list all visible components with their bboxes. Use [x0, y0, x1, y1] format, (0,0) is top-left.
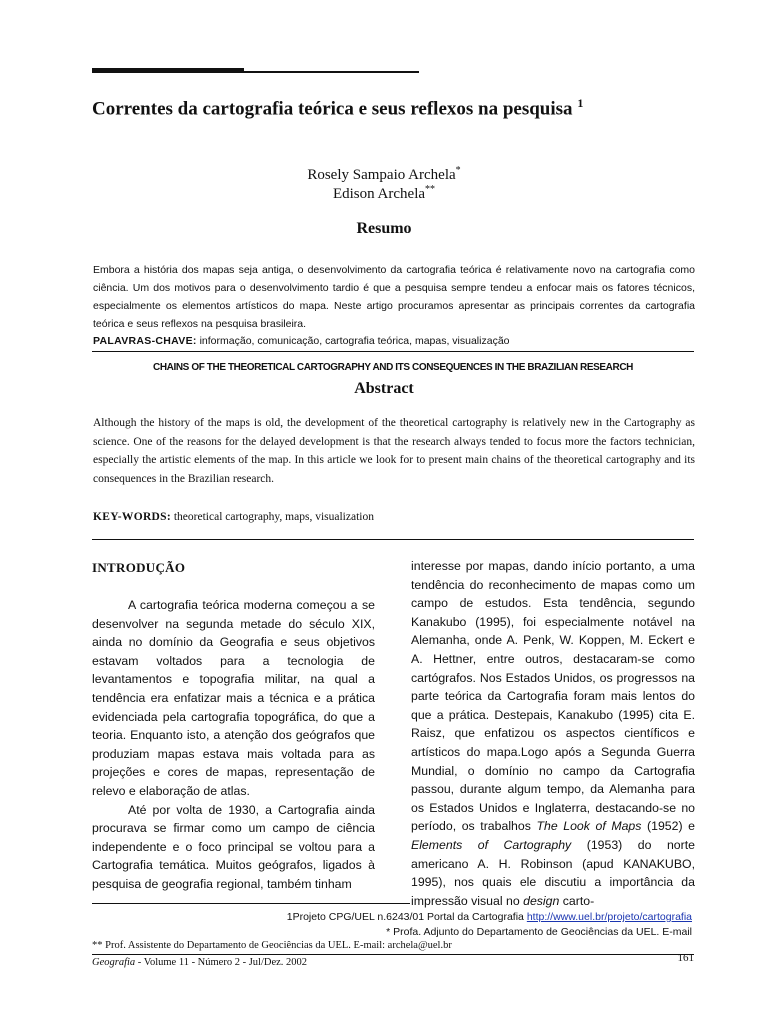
intro-heading: INTRODUÇÃO — [92, 560, 186, 575]
right-text-d: carto- — [562, 893, 595, 908]
divider-resumo — [92, 351, 694, 352]
paper-title — [92, 96, 692, 120]
header-rule-thick — [92, 68, 244, 73]
book-title-look-of-maps: The Look of Maps — [536, 819, 642, 834]
author-1-name: Rosely Sampaio Archela — [307, 167, 456, 183]
palavras-chave-values: informação, comunicação, cartografia teórica, mapas, visualização — [199, 335, 510, 347]
journal-issue: - Volume 11 - Número 2 - Jul/Dez. 2002 — [137, 957, 308, 968]
author-1-mark: * — [455, 165, 461, 176]
author-1 — [0, 165, 768, 184]
right-text-b: (1952) e — [647, 819, 695, 834]
footnote-1 — [92, 911, 692, 923]
abstract-keywords — [93, 508, 695, 527]
abstract-body: Although the history of the maps is old, the development of the theoretical cartography is relatively new in the Cartography as science. One of the reasons for the delayed development is that the research always tended to focus more the factors technician, especially the artistic elements of the map. In this article we look for to present main chains of the theoretical cartography and its consequences in the Brazilian research. — [93, 417, 695, 485]
author-2-mark: ** — [425, 184, 436, 195]
header-rule-thin — [244, 71, 419, 73]
intro-paragraph-3 — [411, 557, 695, 910]
divider-abstract — [92, 539, 694, 540]
column-right — [411, 557, 695, 910]
resumo-body: Embora a história dos mapas seja antiga, o desenvolvimento da cartografia teórica é relativamente novo na cartografia como ciência. Um dos motivos para o desenvolvimento tardio é que a pesquisa sempre tendeu a enfocar mais os fatores técnicos, especialmente os elementos artísticos do mapa. Neste artigo procuramos apresentar as principais correntes da cartografia teórica e seus reflexos na pesquisa brasileira. — [93, 264, 695, 330]
footnote-1-link[interactable]: http://www.uel.br/projeto/cartografia — [526, 911, 692, 923]
key-words-values: theoretical cartography, maps, visualization — [173, 511, 374, 523]
design-word: design — [523, 893, 560, 908]
page-number: 161 — [677, 952, 694, 964]
author-2-name: Edison Archela — [332, 186, 426, 202]
footnote-2: * Profa. Adjunto do Departamento de Geociências da UEL. E-mail — [386, 926, 692, 938]
key-words-label: KEY-WORDS: — [93, 511, 171, 523]
right-text-c: (1953) do norte americano A. H. Robinson (apud KANAKUBO, 1995), nos quais ele discutiu a importância da impressão visual no — [411, 837, 695, 908]
resumo-heading: Resumo — [356, 220, 412, 237]
footnote-3: ** Prof. Assistente do Departamento de Geociências da UEL. E-mail: archela@uel.br — [92, 940, 452, 951]
abstract-heading: Abstract — [354, 380, 414, 397]
footer-rule — [92, 954, 694, 955]
palavras-chave-label: PALAVRAS-CHAVE: — [93, 335, 197, 347]
footnote-rule — [92, 903, 410, 904]
right-text-a: interesse por mapas, dando início portanto, a uma tendência do reconhecimento de mapas como um campo de estudos. Esta tendência, segundo Kanakubo (1995), foi especialmente notável na Alemanha, onde A. Penk, W. Koppen, M. Eckert e A. Hettner, entre outros, destacaram-se como cartógrafos. Nos Estados Unidos, os progressos na parte teórica da Cartografia foram mais lentos do que a prática. Destepais, Kanakubo (1995) cita E. Raisz, que enfatizou os aspectos científicos e artísticos do mapa.Logo após a Segunda Guerra Mundial, o domínio no campo da Cartografia passou, durante algum tempo, da Alemanha para os Estados Unidos e Inglaterra, destacando-se no período, os trabalhos — [411, 559, 695, 834]
english-title: CHAINS OF THE THEORETICAL CARTOGRAPHY AND ITS CONSEQUENCES IN THE BRAZILIAN RESEARCH — [153, 362, 633, 373]
book-title-elements: Elements of Cartography — [411, 837, 572, 852]
paper-title-text: Correntes da cartografia teórica e seus reflexos na pesquisa — [92, 98, 573, 120]
footnote-1-text: 1Projeto CPG/UEL n.6243/01 Portal da Cartografia — [286, 911, 524, 923]
title-footnote-mark: 1 — [577, 96, 584, 110]
footer-journal — [92, 957, 307, 968]
intro-paragraph-2: Até por volta de 1930, a Cartografia ainda procurava se firmar como um campo de ciência independente e o foco principal se voltou para a Cartografia temática. Muitos geógrafos, ligados à pesquisa de geografia regional, também tinham — [92, 802, 375, 891]
intro-paragraph-1: A cartografia teórica moderna começou a se desenvolver na segunda metade do século XIX, ainda no domínio da Geografia e seus objetivos estavam voltados para a tecnologia de levantamentos e topografia militar, na qual a tendência era enfatizar mais a técnica e a prática evidenciada pela cartografia topográfica, do que a teoria. Enquanto isto, a atenção dos geógrafos que produziam mapas estava mais voltada para as projeções e cores de mapas, representação de relevo e elaboração de atlas. — [92, 598, 375, 798]
column-left — [92, 596, 375, 894]
author-2 — [0, 184, 768, 203]
journal-name: Geografia — [92, 957, 136, 968]
resumo-keywords — [93, 332, 695, 350]
